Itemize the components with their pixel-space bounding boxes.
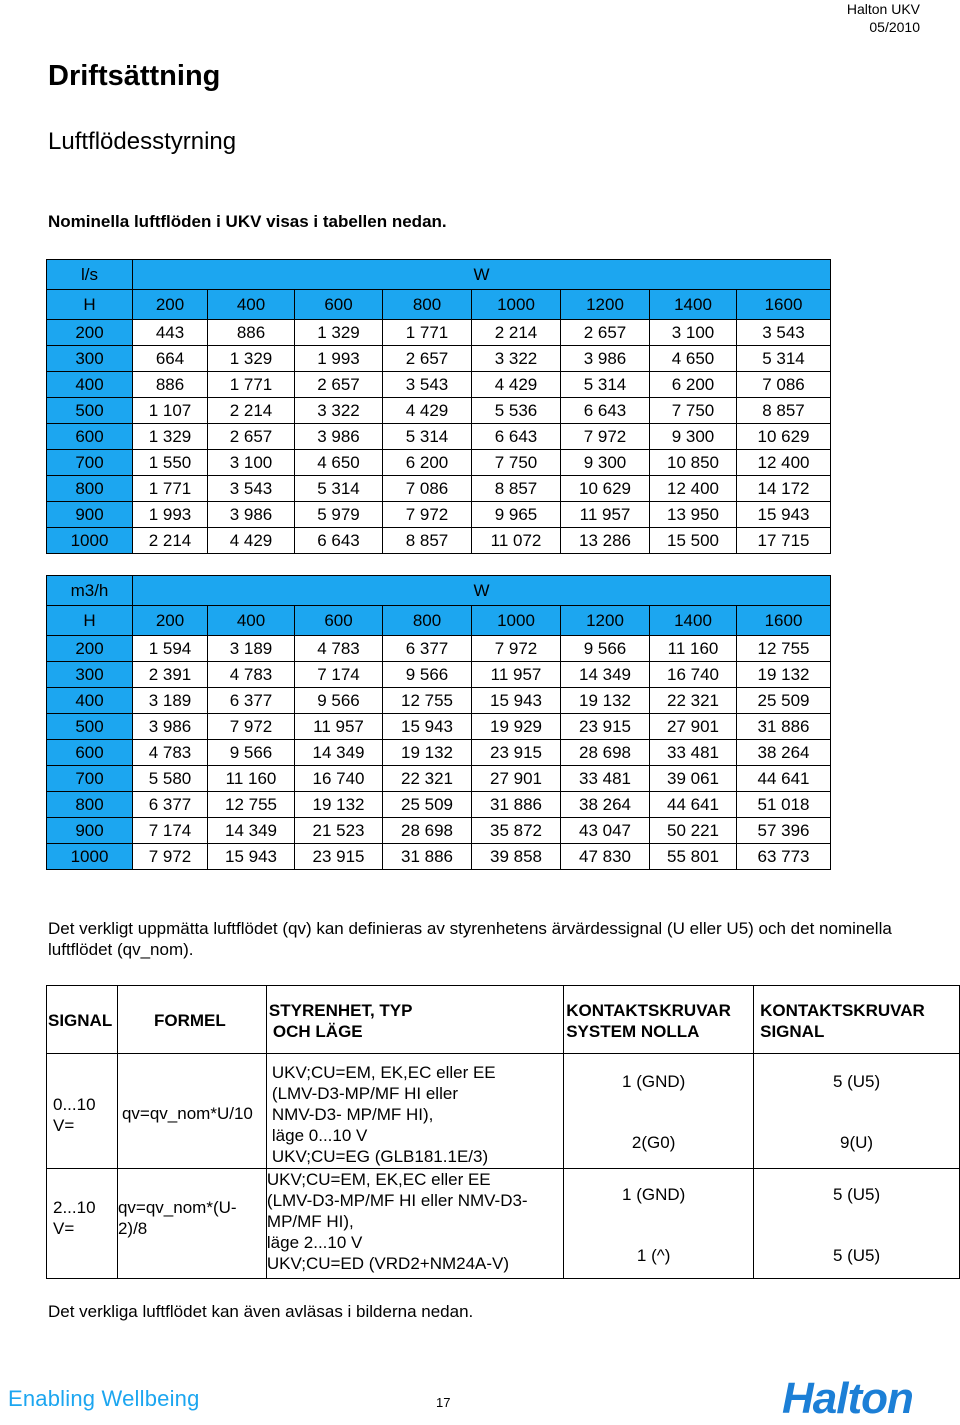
table-row [47,662,831,688]
table-cell: 43 047 [561,818,650,844]
table-cell: 12 400 [650,476,737,502]
formel-cell: qv=qv_nom*U/10 [117,1054,266,1169]
column-header: 1400 [650,606,737,636]
formel-header: FORMEL [117,986,266,1054]
height-label: H [47,606,133,636]
table-cell: 13 286 [561,528,650,554]
table-row [47,740,831,766]
table-cell: 22 321 [383,766,472,792]
table-cell: 5 536 [472,398,561,424]
table-row [47,450,831,476]
table-cell: 1 771 [133,476,208,502]
column-header: 200 [133,290,208,320]
table-cell: 11 160 [650,636,737,662]
flow-table-m3h [46,575,831,870]
column-header: 600 [295,290,383,320]
table-row [47,844,831,870]
formel-cell: qv=qv_nom*(U- 2)/8 [117,1169,266,1279]
table-cell: 9 300 [561,450,650,476]
table-cell: 9 566 [383,662,472,688]
table-cell: 6 377 [133,792,208,818]
column-header: 800 [383,290,472,320]
table-cell: 1 993 [133,502,208,528]
table-cell: 1 329 [295,320,383,346]
table-cell: 7 086 [383,476,472,502]
page-title: Driftsättning [48,60,221,92]
table-cell: 15 943 [472,688,561,714]
row-header: 200 [47,636,133,662]
table-row [47,714,831,740]
table-cell: 5 580 [133,766,208,792]
footer-slogan: Enabling Wellbeing [8,1386,200,1411]
table-cell: 35 872 [472,818,561,844]
table-cell: 31 886 [383,844,472,870]
height-label: H [47,290,133,320]
row-header: 200 [47,320,133,346]
table-cell: 19 132 [383,740,472,766]
row-header: 800 [47,476,133,502]
table-cell: 16 740 [295,766,383,792]
table-cell: 33 481 [561,766,650,792]
table-cell: 3 322 [472,346,561,372]
table-cell: 5 314 [561,372,650,398]
row-header: 400 [47,372,133,398]
table-cell: 39 858 [472,844,561,870]
column-header: 600 [295,606,383,636]
styrenhet-line: UKV;CU=EM, EK,EC eller EE [271,1063,496,1082]
table-cell: 50 221 [650,818,737,844]
table-cell: 28 698 [383,818,472,844]
column-header: 1400 [650,290,737,320]
table-cell: 10 850 [650,450,737,476]
table-cell: 7 972 [472,636,561,662]
table-cell: 8 857 [383,528,472,554]
table-row [47,476,831,502]
table-cell: 3 986 [133,714,208,740]
signal-table [46,985,960,1279]
styrenhet-line: MP/MF HI), [266,1212,354,1231]
table-cell: 14 349 [208,818,295,844]
table-cell: 7 750 [472,450,561,476]
table-cell: 44 641 [650,792,737,818]
table-cell: 1 993 [295,346,383,372]
table-cell: 6 377 [383,636,472,662]
table-cell: 21 523 [295,818,383,844]
table-cell: 2 391 [133,662,208,688]
header-date: 05/2010 [869,19,920,35]
column-header: 1600 [737,606,831,636]
unit-cell: m3/h [47,576,133,606]
unit-cell: l/s [47,260,133,290]
column-header: 400 [208,290,295,320]
table-cell: 5 314 [383,424,472,450]
row-header: 300 [47,346,133,372]
table-cell: 31 886 [472,792,561,818]
table-cell: 7 972 [561,424,650,450]
table-cell: 2 214 [133,528,208,554]
kontakt-noll-header: KONTAKTSKRUVAR SYSTEM NOLLA [564,986,754,1054]
table-cell: 27 901 [472,766,561,792]
signal-header: SIGNAL [47,986,118,1054]
table-cell: 10 629 [737,424,831,450]
table-cell: 7 972 [383,502,472,528]
table-cell: 12 755 [737,636,831,662]
kontakt-signal-cell: 5 (U5) 9(U) [754,1054,960,1169]
table-cell: 4 429 [208,528,295,554]
table-row [47,818,831,844]
table-cell: 1 329 [133,424,208,450]
table-cell: 1 550 [133,450,208,476]
table-cell: 3 543 [383,372,472,398]
table-cell: 9 566 [295,688,383,714]
row-header: 400 [47,688,133,714]
table-cell: 8 857 [737,398,831,424]
table-cell: 10 629 [561,476,650,502]
table-cell: 7 174 [133,818,208,844]
table-cell: 7 174 [295,662,383,688]
table-cell: 3 189 [208,636,295,662]
table-cell: 5 314 [295,476,383,502]
width-label: W [133,576,831,606]
table-cell: 55 801 [650,844,737,870]
table-cell: 7 972 [133,844,208,870]
table-cell: 4 783 [295,636,383,662]
row-header: 700 [47,450,133,476]
table-cell: 19 929 [472,714,561,740]
table-cell: 1 329 [208,346,295,372]
table-cell: 4 783 [133,740,208,766]
table-cell: 16 740 [650,662,737,688]
header-product: Halton UKV [846,1,920,17]
table-cell: 6 643 [295,528,383,554]
table-cell: 2 214 [472,320,561,346]
width-label: W [133,260,831,290]
footnote-text: Det verkliga luftflödet kan även avläsas i bilderna nedan. [48,1302,474,1321]
styrenhet-line: NMV-D3- MP/MF HI), [271,1105,434,1124]
column-header: 1200 [561,606,650,636]
table-cell: 9 965 [472,502,561,528]
table-cell: 15 943 [208,844,295,870]
table-cell: 23 915 [295,844,383,870]
table-cell: 6 200 [650,372,737,398]
table-cell: 14 349 [561,662,650,688]
table-cell: 12 755 [208,792,295,818]
table-cell: 1 771 [383,320,472,346]
table-cell: 33 481 [650,740,737,766]
table-cell: 1 594 [133,636,208,662]
table-cell: 4 429 [383,398,472,424]
table-row [47,398,831,424]
table-row [47,372,831,398]
table-cell: 13 950 [650,502,737,528]
table-cell: 6 200 [383,450,472,476]
column-header: 1200 [561,290,650,320]
table-cell: 5 979 [295,502,383,528]
table-cell: 1 771 [208,372,295,398]
row-header: 700 [47,766,133,792]
table-cell: 3 322 [295,398,383,424]
table-cell: 47 830 [561,844,650,870]
table-cell: 15 943 [737,502,831,528]
table-cell: 3 543 [737,320,831,346]
table-cell: 886 [133,372,208,398]
row-header: 500 [47,714,133,740]
table-row [47,346,831,372]
row-header: 600 [47,740,133,766]
signal-cell: 2...10 V= [47,1169,118,1279]
table-row [47,528,831,554]
table-cell: 44 641 [737,766,831,792]
table-row [47,766,831,792]
column-header: 1000 [472,290,561,320]
styrenhet-cell [266,1169,563,1279]
column-header: 1600 [737,290,831,320]
table-cell: 3 986 [208,502,295,528]
table-cell: 3 100 [208,450,295,476]
table-cell: 2 657 [561,320,650,346]
table-row [47,688,831,714]
column-header: 800 [383,606,472,636]
table-cell: 7 750 [650,398,737,424]
table-cell: 11 957 [561,502,650,528]
table-cell: 12 400 [737,450,831,476]
table-cell: 31 886 [737,714,831,740]
table-row [47,320,831,346]
table-cell: 2 657 [383,346,472,372]
table-cell: 38 264 [561,792,650,818]
row-header: 600 [47,424,133,450]
row-header: 500 [47,398,133,424]
kontakt-noll-cell: 1 (GND) 1 (^) [564,1169,754,1279]
table-cell: 3 189 [133,688,208,714]
signal-cell: 0...10 V= [47,1054,118,1169]
table-cell: 38 264 [737,740,831,766]
page-number: 17 [436,1395,451,1410]
table-cell: 3 986 [561,346,650,372]
table-cell: 443 [133,320,208,346]
table-cell: 8 857 [472,476,561,502]
table-cell: 7 086 [737,372,831,398]
table-row [47,636,831,662]
kontakt-signal-header: KONTAKTSKRUVAR SIGNAL [754,986,960,1054]
row-header: 900 [47,818,133,844]
table-cell: 25 509 [737,688,831,714]
table-cell: 2 657 [295,372,383,398]
table-cell: 4 650 [295,450,383,476]
styrenhet-line: UKV;CU=EM, EK,EC eller EE [266,1170,491,1189]
table-cell: 9 566 [208,740,295,766]
table-cell: 11 160 [208,766,295,792]
table-row [47,424,831,450]
intro-text: Nominella luftflöden i UKV visas i tabellen nedan. [48,212,447,231]
table-cell: 12 755 [383,688,472,714]
styrenhet-line: (LMV-D3-MP/MF HI eller [271,1084,458,1103]
table-cell: 9 566 [561,636,650,662]
table-cell: 15 500 [650,528,737,554]
table-cell: 6 377 [208,688,295,714]
column-header: 400 [208,606,295,636]
table-cell: 63 773 [737,844,831,870]
row-header: 1000 [47,528,133,554]
table-cell: 11 072 [472,528,561,554]
table-cell: 51 018 [737,792,831,818]
table-cell: 6 643 [561,398,650,424]
table-cell: 2 214 [208,398,295,424]
table-cell: 1 107 [133,398,208,424]
table-cell: 7 972 [208,714,295,740]
table-cell: 3 100 [650,320,737,346]
table-cell: 9 300 [650,424,737,450]
styrenhet-line: läge 0...10 V [271,1126,368,1145]
row-header: 300 [47,662,133,688]
table-cell: 11 957 [472,662,561,688]
table-cell: 28 698 [561,740,650,766]
table-cell: 3 543 [208,476,295,502]
table-row [47,502,831,528]
kontakt-noll-cell: 1 (GND) 2(G0) [564,1054,754,1169]
halton-logo: Halton [782,1374,913,1423]
column-header: 200 [133,606,208,636]
table-cell: 4 429 [472,372,561,398]
table-row [47,792,831,818]
table-cell: 11 957 [295,714,383,740]
styrenhet-line: UKV;CU=ED (VRD2+NM24A-V) [266,1254,510,1273]
table-cell: 14 349 [295,740,383,766]
table-cell: 14 172 [737,476,831,502]
table-cell: 3 986 [295,424,383,450]
table-cell: 27 901 [650,714,737,740]
table-cell: 22 321 [650,688,737,714]
table-cell: 19 132 [295,792,383,818]
table-cell: 19 132 [737,662,831,688]
table-cell: 5 314 [737,346,831,372]
table-cell: 39 061 [650,766,737,792]
styrenhet-cell [266,1054,563,1169]
table-cell: 4 783 [208,662,295,688]
table-cell: 664 [133,346,208,372]
doc-header [847,0,920,36]
flow-table-ls [46,259,831,554]
table-cell: 19 132 [561,688,650,714]
styrenhet-header: STYRENHET, TYP OCH LÄGE [266,986,563,1054]
table-cell: 6 643 [472,424,561,450]
row-header: 900 [47,502,133,528]
explanation-paragraph: Det verkligt uppmätta luftflödet (qv) kan definieras av styrenhetens ärvärdessignal (U eller U5) och det nominella luftflödet (qv_nom). [48,919,892,959]
styrenhet-line: (LMV-D3-MP/MF HI eller NMV-D3- [266,1191,528,1210]
table-cell: 4 650 [650,346,737,372]
table-cell: 23 915 [472,740,561,766]
table-cell: 886 [208,320,295,346]
row-header: 1000 [47,844,133,870]
table-cell: 23 915 [561,714,650,740]
styrenhet-line: UKV;CU=EG (GLB181.1E/3) [271,1147,489,1166]
table-cell: 57 396 [737,818,831,844]
column-header: 1000 [472,606,561,636]
table-cell: 15 943 [383,714,472,740]
styrenhet-line: läge 2...10 V [266,1233,363,1252]
row-header: 800 [47,792,133,818]
table-cell: 25 509 [383,792,472,818]
page-subtitle: Luftflödesstyrning [48,128,237,155]
table-cell: 2 657 [208,424,295,450]
kontakt-signal-cell: 5 (U5) 5 (U5) [754,1169,960,1279]
table-cell: 17 715 [737,528,831,554]
